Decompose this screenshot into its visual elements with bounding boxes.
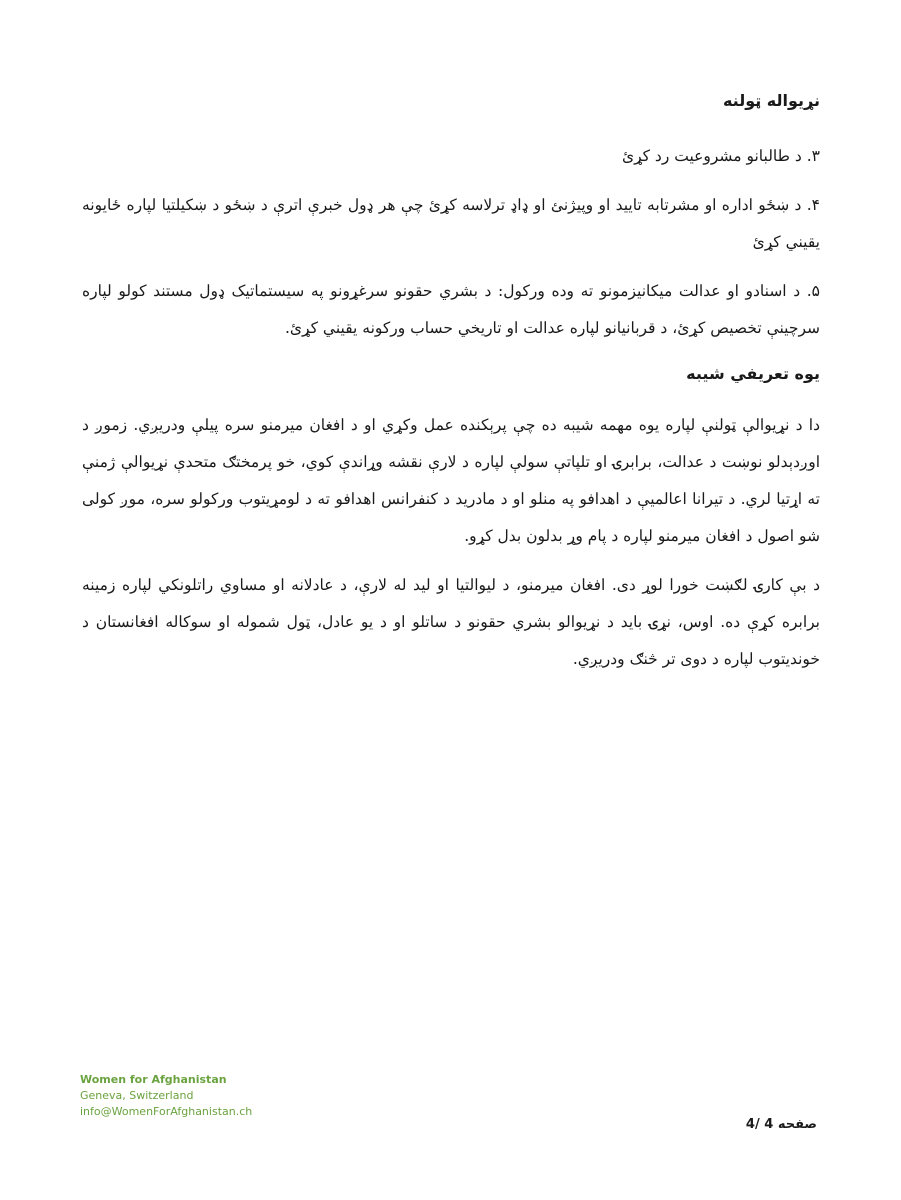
footer-email[interactable]: info@WomenForAfghanistan.ch bbox=[80, 1105, 253, 1118]
paragraph-item-5: ۵. د اسنادو او عدالت میکانیزمونو ته وده ورکول: د بشري حقونو سرغړونو په سیستماتیک ډول مستند کولو لپاره سرچینې تخصیص کړئ، د قربانیانو لپاره عدالت او تاریخي حساب ورکونه یقیني کړئ. bbox=[82, 282, 820, 337]
paragraph-item-4: ۴. د ښځو اداره او مشرتابه تایید او وپیژنئ او ډاډ ترلاسه کړئ چې هر ډول خبرې اترې د ښځو د ښکیلتیا لپاره ځایونه یقیني کړئ bbox=[82, 196, 820, 251]
section-heading-international-community: نړیواله ټولنه bbox=[722, 91, 820, 110]
paragraph-defining-moment-1: دا د نړیوالې ټولنې لپاره یوه مهمه شیبه ده چې پرېکنده عمل وکړي او د افغان میرمنو سره پیلې ودریږي. زموږ د اوږدېدلو نوښت د عدالت، برابرۍ او تلپاتې سولې لپاره د لارې نقشه وړاندې کوي، خو پرمختګ متحدې نړیوالې ژمنې ته اړتیا لري. د تیرانا اعالمیې د اهدافو په منلو او د مادرید د کنفرانس اهدافو ته د لومړیتوب ورکولو سره، موږ کولی شو اصول د افغان میرمنو لپاره د پام وړ بدلون بدل کړو. bbox=[82, 416, 820, 545]
paragraph-item-3: ۳. د طالبانو مشروعیت رد کړئ bbox=[621, 147, 820, 165]
section-heading-defining-moment: یوه تعریفي شیبه bbox=[686, 364, 820, 383]
footer-location: Geneva, Switzerland bbox=[80, 1089, 194, 1102]
paragraph-defining-moment-2: د بې کارۍ لګښت خورا لوړ دی. افغان میرمنو، د لیوالتیا او لید له لارې، د عادلانه او مساوي راتلونکي لپاره زمینه برابره کړې ده. اوس، نړۍ باید د نړیوالو بشري حقونو د ساتلو او د یو عادل، ټول شموله او سوکاله افغانستان د خوندیتوب لپاره د دوی تر څنګ ودریږي. bbox=[82, 576, 820, 668]
document-body bbox=[82, 86, 820, 690]
page-number: صفحه 4 /4 bbox=[745, 1117, 817, 1132]
footer-org-name: Women for Afghanistan bbox=[80, 1073, 227, 1086]
footer-contact bbox=[80, 1072, 252, 1120]
